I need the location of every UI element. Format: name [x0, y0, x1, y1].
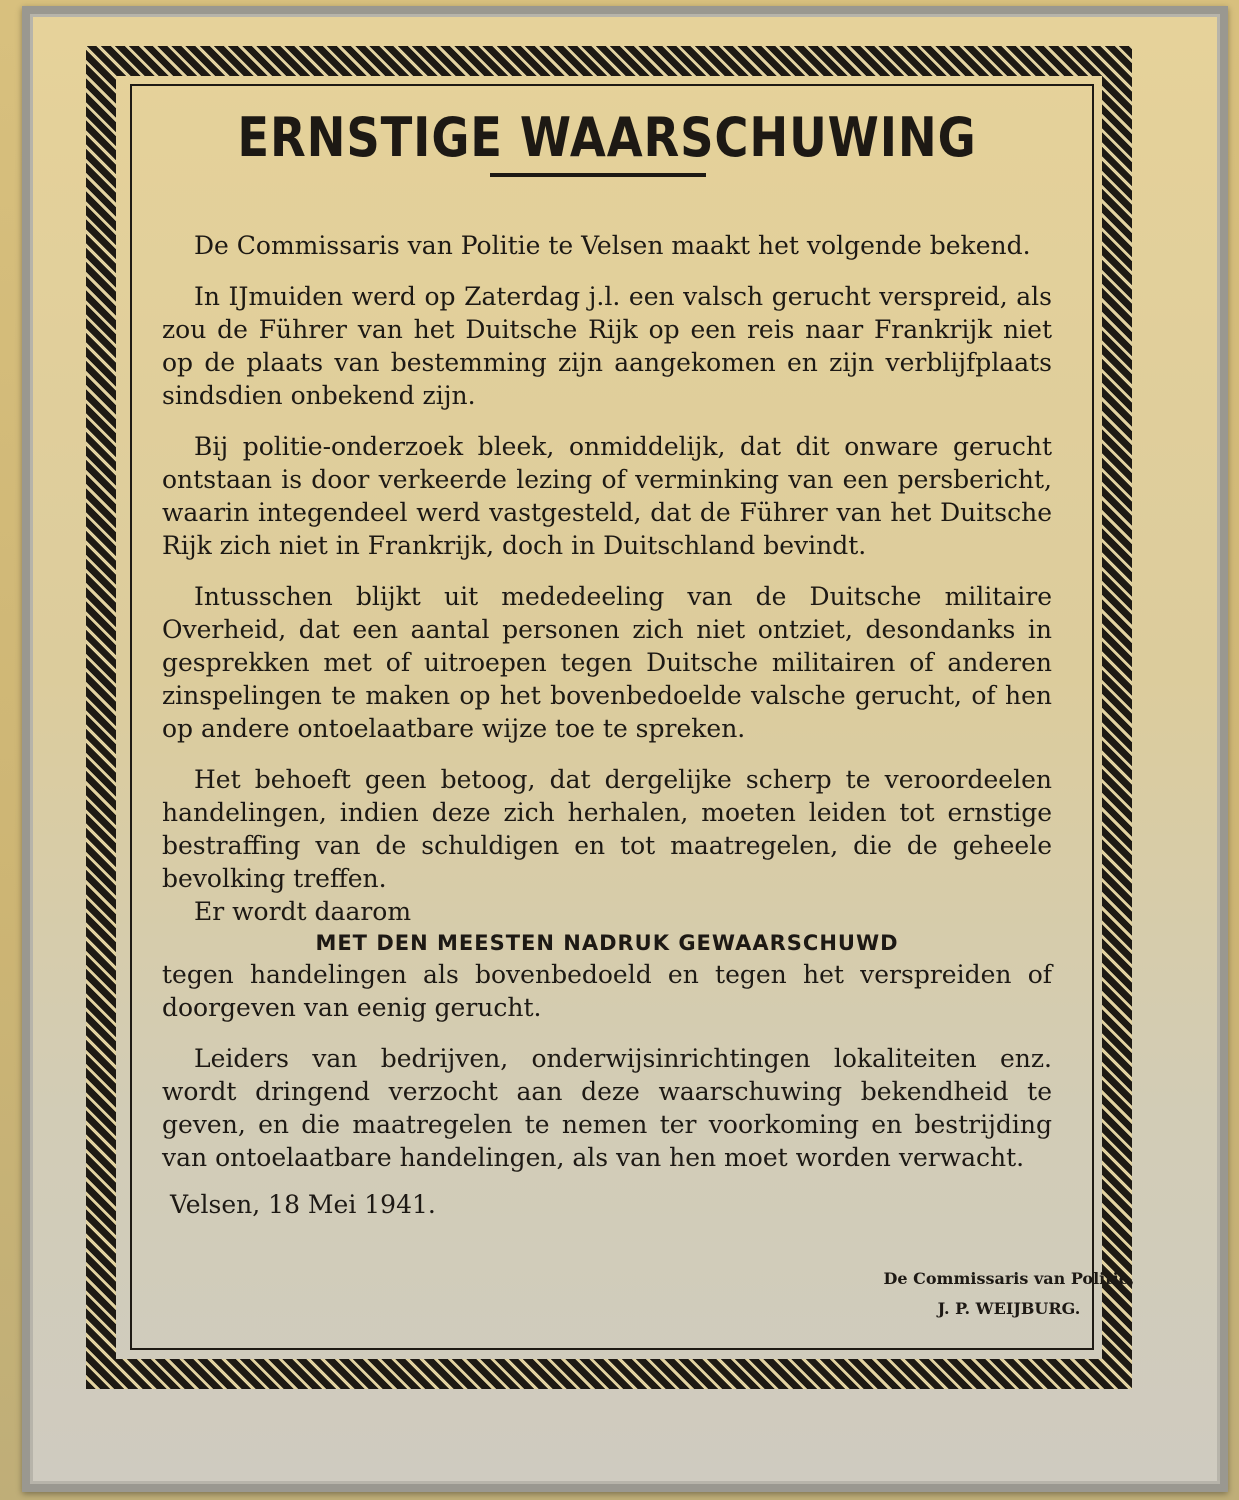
paragraph-consequences: Het behoeft geen betoog, dat dergelijke scherp te veroordeelen handelingen, indien deze zich herhalen, moeten leiden tot ernstige bestraffing van de schuldigen en tot maatregelen, die de geheele bevolking treffen.	[162, 765, 1052, 893]
warning-emphasis: MET DEN MEESTEN NADRUK GEWAARSCHUWD	[315, 931, 899, 955]
title-underline	[490, 173, 706, 177]
paragraph-intro: De Commissaris van Politie te Velsen maakt het volgende bekend.	[194, 231, 1031, 260]
paragraph-military: Intusschen blijkt uit mededeeling van de Duitsche militaire Overheid, dat een aantal personen zich niet ontziet, desondanks in gesprekken met of uitroepen tegen Duitsche militairen of anderen zinspelingen te maken op het bovenbedoelde valsche gerucht, of hen op andere ontoelaatbare wijze toe te spreken.	[162, 582, 1052, 743]
signature-block	[869, 1264, 1149, 1324]
signature-name: J. P. WEIJBURG.	[937, 1299, 1081, 1318]
warning-intro: Er wordt daarom	[194, 897, 412, 926]
date-line: Velsen, 18 Mei 1941.	[170, 1190, 436, 1219]
paragraph-investigation: Bij politie-onderzoek bleek, onmiddelijk, dat dit onware gerucht ontstaan is door verkeerde lezing of verminking van een persbericht, waarin integendeel werd vastgesteld, dat de Führer van het Duitsche Rijk zich niet in Frankrijk, doch in Duitschland bevindt.	[162, 432, 1052, 560]
paragraph-leaders: Leiders van bedrijven, onderwijsinrichtingen lokaliteiten enz. wordt dringend verzocht aan deze waarschuwing bekendheid te geven, en die maatregelen te nemen ter voorkoming en bestrijding van ontoelaatbare handelingen, als van hen moet worden verwacht.	[162, 1044, 1052, 1172]
warning-body: tegen handelingen als bovenbedoeld en tegen het verspreiden of doorgeven van eenig gerucht.	[162, 960, 1052, 1022]
paragraph-rumour: In IJmuiden werd op Zaterdag j.l. een valsch gerucht verspreid, als zou de Führer van het Duitsche Rijk op een reis naar Frankrijk niet op de plaats van bestemming zijn aangekomen en zijn verblijfplaats sindsdien onbekend zijn.	[162, 282, 1052, 410]
signature-role: De Commissaris van Politie,	[883, 1269, 1135, 1288]
poster-title: ERNSTIGE WAARSCHUWING	[237, 106, 977, 169]
poster-content	[162, 96, 1052, 1221]
